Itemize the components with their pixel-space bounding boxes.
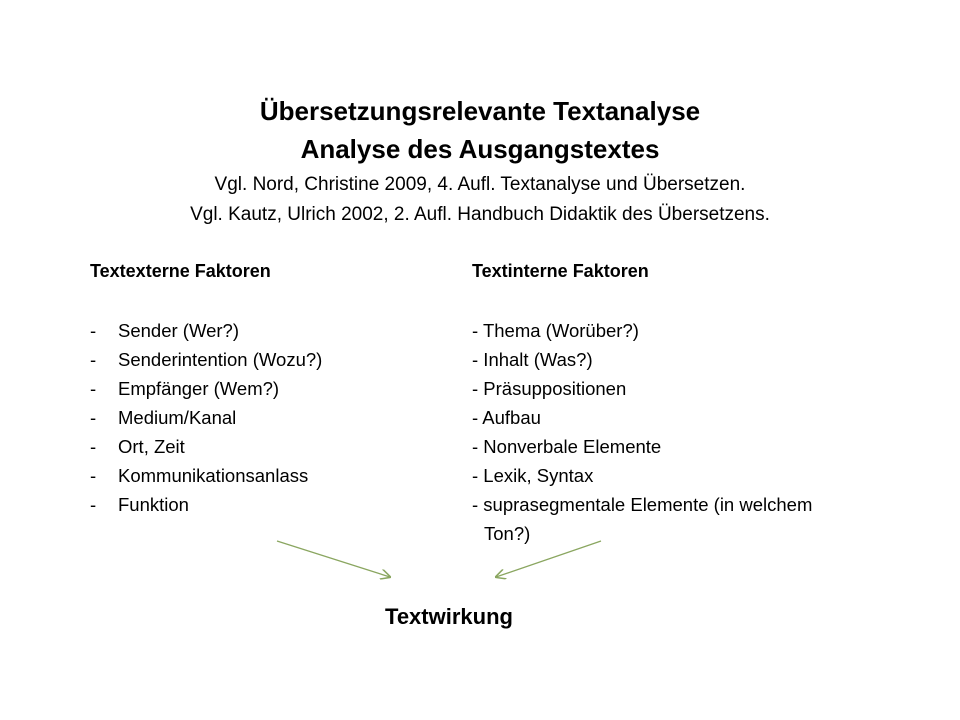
external-factors-heading: Textexterne Faktoren [90,261,271,281]
arrow-down-right-icon [277,541,390,577]
list-item: - suprasegmentale Elemente (in welchem Ton?) [472,490,892,548]
reference-nord: Vgl. Nord, Christine 2009, 4. Aufl. Textanalyse und Übersetzen. [214,174,746,195]
list-item: - Inhalt (Was?) [472,349,593,370]
list-item: - Kommunikationsanlass [90,465,309,486]
arrow-down-left-icon [496,541,601,577]
list-item: - Nonverbale Elemente [472,436,662,457]
slide-title: Übersetzungsrelevante Textanalyse [259,96,701,126]
list-item: - Aufbau [472,407,541,428]
list-item: - Sender (Wer?) [90,320,239,341]
list-item: - Medium/Kanal [90,407,237,428]
list-item: - Präsuppositionen [472,378,627,399]
list-item: - Thema (Worüber?) [472,320,639,341]
list-item: - Ort, Zeit [90,436,185,457]
list-item: - Senderintention (Wozu?) [90,349,323,370]
internal-factors-heading: Textinterne Faktoren [472,261,649,281]
result-label: Textwirkung [385,604,513,629]
reference-kautz: Vgl. Kautz, Ulrich 2002, 2. Aufl. Handbuch Didaktik des Übersetzens. [190,204,770,225]
list-item: - Lexik, Syntax [472,465,594,486]
list-item: - Funktion [90,494,189,515]
list-item-continuation: Ton?) [484,523,531,544]
list-item: - Empfänger (Wem?) [90,378,280,399]
slide-subtitle: Analyse des Ausgangstextes [300,134,660,164]
